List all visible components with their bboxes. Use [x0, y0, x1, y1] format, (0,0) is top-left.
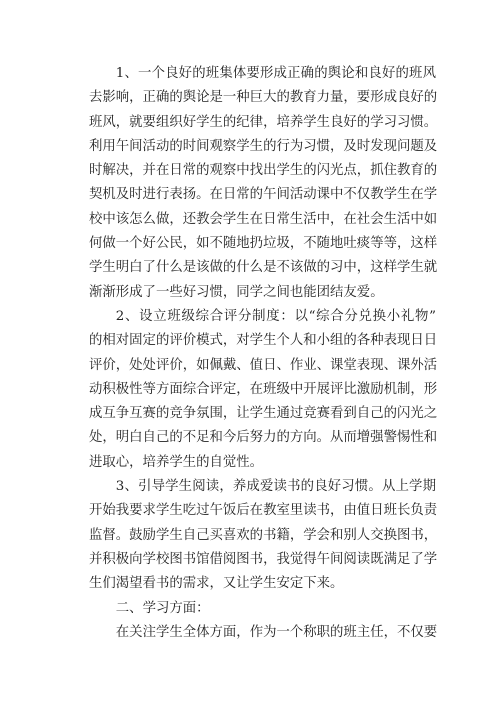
text-line: 何做一个好公民，如不随地扔垃圾，不随地吐痰等等，这样	[89, 236, 438, 252]
section-heading: 二、学习方面：	[115, 600, 210, 616]
paragraph-reading-habit	[89, 475, 436, 596]
text-line: 学生明白了什么是该做的什么是不该做的习中，这样学生就	[89, 260, 438, 276]
text-line: 进取心，培养学生的自觉性。	[89, 454, 264, 470]
text-line: 成互争互赛的竞争氛围，让学生通过竞赛看到自己的闪光之	[89, 406, 438, 422]
text-line: 时解决，并在日常的观察中找出学生的闪光点，抓住教育的	[89, 163, 438, 179]
section-heading-study	[89, 597, 436, 621]
text-line: 班风，就要组织好学生的纪律，培养学生良好的学习习惯。	[89, 114, 438, 130]
text-line: 1、一个良好的班集体要形成正确的舆论和良好的班风	[115, 66, 436, 81]
text-line: 渐渐形成了一些好习惯，同学之间也能团结友爱。	[89, 284, 384, 300]
paragraph-scoring-system	[89, 305, 436, 475]
text-line: 校中该怎么做，还教会学生在日常生活中，在社会生活中如	[89, 211, 438, 227]
text-line: 去影响，正确的舆论是一种巨大的教育力量，要形成良好的	[89, 90, 438, 106]
text-line: 监督。鼓励学生自己买喜欢的书籍，学会和别人交换图书，	[89, 527, 438, 543]
text-line: 评价，处处评价，如佩戴、值日、作业、课堂表现、课外活	[89, 357, 438, 373]
paragraph-study-intro	[89, 621, 436, 645]
document-body	[89, 62, 436, 645]
text-line: 处，明白自己的不足和今后努力的方向。从而增强警惕性和	[89, 430, 438, 446]
text-line: 并积极向学校图书馆借阅图书，我觉得午间阅读既满足了学	[89, 551, 438, 567]
text-line: 契机及时进行表扬。在日常的午间活动课中不仅教学生在学	[89, 187, 438, 203]
text-line: 动积极性等方面综合评定，在班级中开展评比激励机制，形	[89, 381, 438, 397]
text-line: 2、设立班级综合评分制度：以“综合分兑换小礼物”	[115, 308, 436, 324]
text-line: 在关注学生全体方面，作为一个称职的班主任，不仅要	[115, 624, 438, 640]
text-line: 3、引导学生阅读，养成爱读书的良好习惯。从上学期	[115, 479, 436, 495]
text-line: 生们渴望看书的需求，又让学生安定下来。	[89, 576, 344, 592]
text-line: 开始我要求学生吃过午饭后在教室里读书，由值日班长负责	[89, 503, 438, 519]
paragraph-class-atmosphere	[89, 62, 436, 305]
text-line: 的相对固定的评价模式，对学生个人和小组的各种表现日日	[89, 333, 438, 349]
text-line: 利用午间活动的时间观察学生的行为习惯，及时发现问题及	[89, 138, 438, 154]
